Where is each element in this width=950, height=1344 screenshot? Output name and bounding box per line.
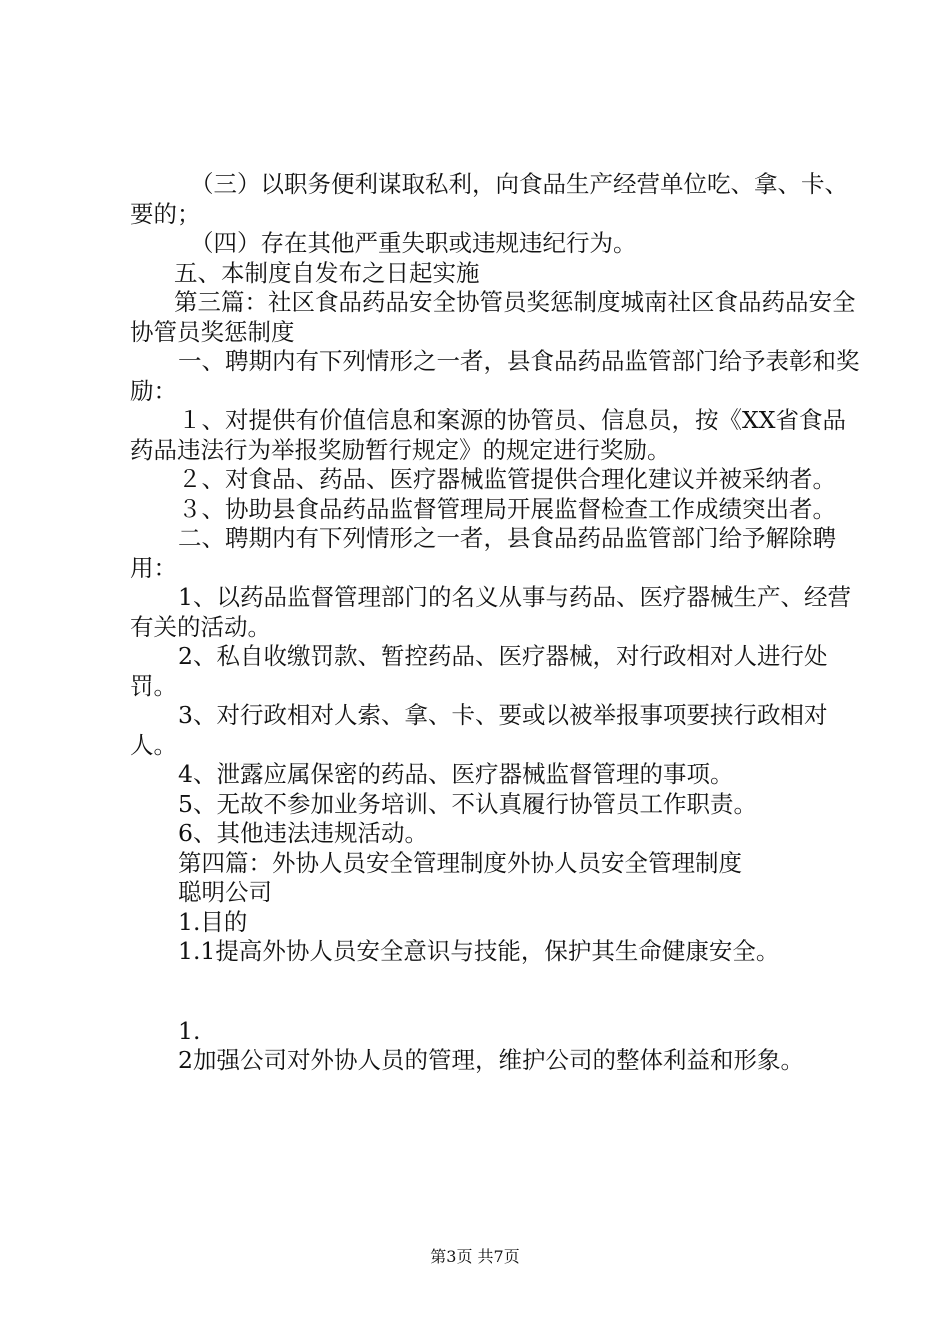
paragraph: （四）存在其他严重失职或违规违纪行为。 [190, 229, 637, 257]
page-footer [0, 1244, 950, 1267]
paragraph-spacer [130, 967, 860, 1017]
paragraph: 第三篇：社区食品药品安全协管员奖惩制度城南社区食品药品安全协管员奖惩制度 [130, 288, 856, 346]
paragraph: 6、其他违法违规活动。 [178, 819, 428, 847]
section-heading: 第四篇：外协人员安全管理制度外协人员安全管理制度 [178, 848, 742, 877]
paragraph: 一、聘期内有下列情形之一者，县食品药品监管部门给予表彰和奖励： [130, 347, 860, 405]
paragraph: 二、聘期内有下列情形之一者，县食品药品监管部门给予解除聘用： [130, 524, 836, 582]
company-name: 聪明公司 [178, 878, 272, 906]
paragraph: 1、以药品监督管理部门的名义从事与药品、医疗器械生产、经营有关的活动。 [130, 583, 851, 641]
page-number-label: 第3页 共7页 [430, 1247, 520, 1266]
paragraph: 4、泄露应属保密的药品、医疗器械监督管理的事项。 [178, 760, 734, 788]
document-body [130, 170, 860, 1076]
paragraph: （三）以职务便利谋取私利，向食品生产经营单位吃、拿、卡、要的； [130, 170, 848, 228]
paragraph: １、对提供有价值信息和案源的协管员、信息员，按《XX省食品药品违法行为举报奖励暂行规定》的规定进行奖励。 [130, 406, 846, 464]
paragraph: 1. [178, 1016, 201, 1045]
paragraph: 5、无故不参加业务培训、不认真履行协管员工作职责。 [178, 789, 757, 818]
paragraph: 2、私自收缴罚款、暂控药品、医疗器械，对行政相对人进行处罚。 [130, 642, 828, 700]
paragraph: 2加强公司对外协人员的管理，维护公司的整体利益和形象。 [178, 1046, 804, 1074]
paragraph: ２、对食品、药品、医疗器械监管提供合理化建议并被采纳者。 [178, 465, 836, 493]
paragraph: 1.1提高外协人员安全意识与技能，保护其生命健康安全。 [178, 937, 780, 965]
paragraph: 五、本制度自发布之日起实施 [174, 258, 480, 287]
paragraph: 1.目的 [178, 907, 248, 936]
paragraph: 3、对行政相对人索、拿、卡、要或以被举报事项要挟行政相对人。 [130, 701, 828, 759]
paragraph: ３、协助县食品药品监督管理局开展监督检查工作成绩突出者。 [178, 494, 836, 523]
